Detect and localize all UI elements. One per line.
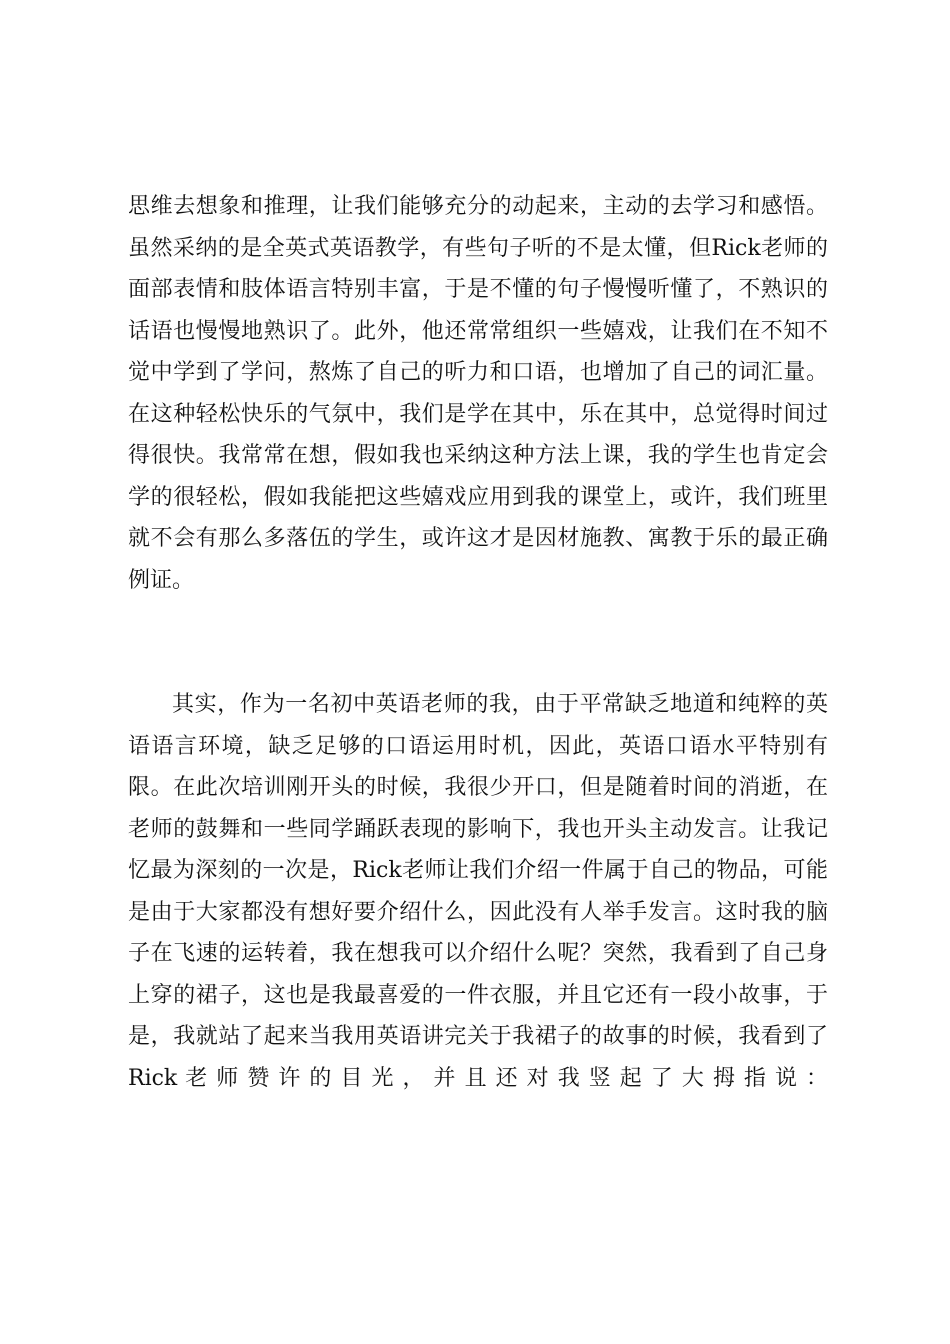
paragraph-main [128,684,828,1099]
text-line: 学的很轻松，假如我能把这些嬉戏应用到我的课堂上，或许，我们班里 [128,484,828,510]
text-line: Rick 老 师 赞 许 的 目 光 ， 并 且 还 对 我 竖 起 了 大 拇 指 说 ： [128,1065,828,1091]
text-line: 是，我就站了起来当我用英语讲完关于我裙子的故事的时候，我看到了 [128,1024,828,1049]
text-line: 是由于大家都没有想好要介绍什么，因此没有人举手发言。这时我的脑 [128,899,828,925]
paragraph-continued [128,186,828,601]
text-line: 老师的鼓舞和一些同学踊跃表现的影响下，我也开头主动发言。让我记 [128,816,828,842]
text-line: 在这种轻松快乐的气氛中，我们是学在其中，乐在其中，总觉得时间过 [128,401,828,427]
text-line: 面部表情和肢体语言特别丰富，于是不懂的句子慢慢听懂了，不熟识的 [128,277,828,302]
text-line: 思维去想象和推理，让我们能够充分的动起来，主动的去学习和感悟。 [128,194,828,219]
text-line: 觉中学到了学问，熬炼了自己的听力和口语，也增加了自己的词汇量。 [128,360,828,385]
text-line: 得很快。我常常在想，假如我也采纳这种方法上课，我的学生也肯定会 [128,443,828,468]
text-line-first: 其实，作为一名初中英语老师的我，由于平常缺乏地道和纯粹的英 [172,692,828,717]
text-line: 忆最为深刻的一次是，Rick老师让我们介绍一件属于自己的物品，可能 [128,858,828,883]
text-line: 话语也慢慢地熟识了。此外，他还常常组织一些嬉戏，让我们在不知不 [128,318,828,344]
text-line: 子在飞速的运转着，我在想我可以介绍什么呢？突然，我看到了自己身 [128,941,828,966]
text-line: 虽然采纳的是全英式英语教学，有些句子听的不是太懂，但Rick老师的 [128,235,828,261]
text-line-last: 例证。 [128,567,195,593]
text-line: 上穿的裙子，这也是我最喜爱的一件衣服，并且它还有一段小故事，于 [128,982,828,1008]
text-line: 限。在此次培训刚开头的时候，我很少开口，但是随着时间的消逝，在 [128,775,828,800]
text-line: 语语言环境，缺乏足够的口语运用时机，因此，英语口语水平特别有 [128,733,828,759]
text-line: 就不会有那么多落伍的学生，或许这才是因材施教、寓教于乐的最正确 [128,526,828,551]
